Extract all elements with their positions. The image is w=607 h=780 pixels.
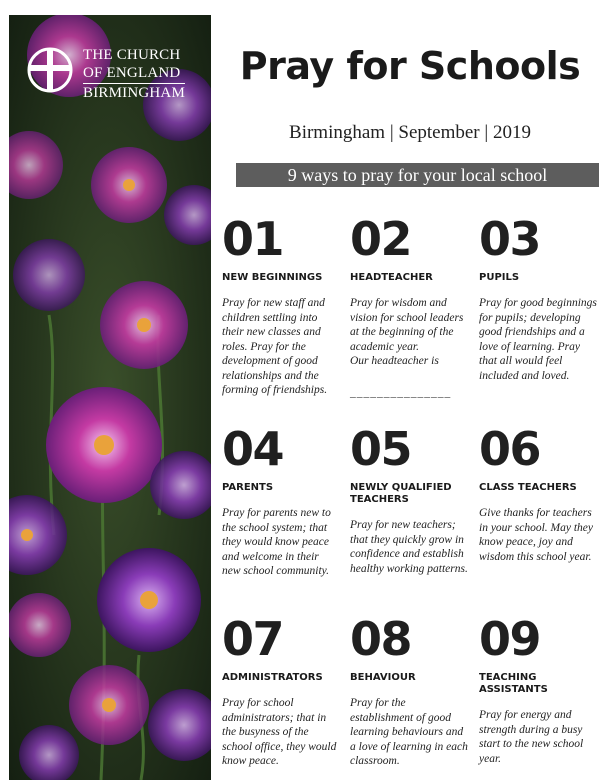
item-heading: BEHAVIOUR bbox=[350, 672, 416, 683]
item-number: 04 bbox=[222, 422, 284, 476]
prayer-item-01 bbox=[222, 212, 340, 398]
item-text: Pray for energy and strength during a busy start to the new school year. bbox=[479, 709, 584, 765]
banner: 9 ways to pray for your local school bbox=[236, 163, 599, 187]
item-text bbox=[350, 296, 468, 369]
headteacher-name-blank: _______________ bbox=[350, 386, 452, 399]
prayer-item-03 bbox=[479, 212, 597, 383]
item-number: 09 bbox=[479, 612, 541, 666]
item-text-extra: Our headteacher is bbox=[350, 355, 439, 367]
item-heading: NEW BEGINNINGS bbox=[222, 272, 323, 283]
page-subtitle: Birmingham | September | 2019 bbox=[289, 122, 531, 143]
prayer-item-05 bbox=[350, 422, 468, 576]
prayer-item-04 bbox=[222, 422, 340, 579]
logo-line-1: THE CHURCH bbox=[83, 47, 181, 63]
item-number: 06 bbox=[479, 422, 541, 476]
item-number: 03 bbox=[479, 212, 541, 266]
item-heading: TEACHING ASSISTANTS bbox=[479, 672, 548, 695]
prayer-item-07 bbox=[222, 612, 340, 769]
item-heading: PARENTS bbox=[222, 482, 274, 493]
church-of-england-cross-icon bbox=[26, 46, 74, 94]
logo-line-3: BIRMINGHAM bbox=[83, 85, 186, 101]
item-text: Pray for new staff and children settling into their new classes and roles. Pray for the development of good relationships and the forming of friendships. bbox=[222, 297, 328, 396]
item-text: Give thanks for teachers in your school. May they know peace, joy and wisdom this school year. bbox=[479, 507, 594, 563]
item-heading: HEADTEACHER bbox=[350, 272, 433, 283]
item-number: 07 bbox=[222, 612, 284, 666]
item-number: 08 bbox=[350, 612, 412, 666]
item-number: 02 bbox=[350, 212, 412, 266]
item-number: 05 bbox=[350, 422, 412, 476]
item-text: Pray for the establishment of good learning behaviours and a love of learning in each classroom. bbox=[350, 697, 468, 767]
prayer-item-09 bbox=[479, 612, 597, 766]
flower-photo bbox=[9, 15, 211, 780]
item-text: Pray for parents new to the school system; that they would know peace and welcome in their new school community. bbox=[222, 507, 331, 577]
prayer-item-06 bbox=[479, 422, 597, 564]
item-text-main: Pray for wisdom and vision for school leaders at the beginning of the academic year. bbox=[350, 297, 464, 353]
logo-line-2: OF ENGLAND bbox=[83, 65, 181, 81]
item-number: 01 bbox=[222, 212, 284, 266]
item-text: Pray for good beginnings for pupils; developing good friendships and a love of learning. Pray that all would feel included and loved. bbox=[479, 297, 597, 382]
item-heading: NEWLY QUALIFIED TEACHERS bbox=[350, 482, 452, 505]
item-text: Pray for new teachers; that they quickly grow in confidence and establish healthy working patterns. bbox=[350, 519, 468, 575]
purple-flowers-image bbox=[9, 15, 211, 780]
page-title: Pray for Schools bbox=[239, 44, 581, 88]
item-heading: CLASS TEACHERS bbox=[479, 482, 577, 493]
item-heading: ADMINISTRATORS bbox=[222, 672, 323, 683]
prayer-item-02 bbox=[350, 212, 468, 399]
item-heading: PUPILS bbox=[479, 272, 520, 283]
logo bbox=[26, 46, 185, 102]
item-text: Pray for school administrators; that in the busyness of the school office, they would know peace. bbox=[222, 697, 337, 767]
prayer-item-08 bbox=[350, 612, 468, 769]
